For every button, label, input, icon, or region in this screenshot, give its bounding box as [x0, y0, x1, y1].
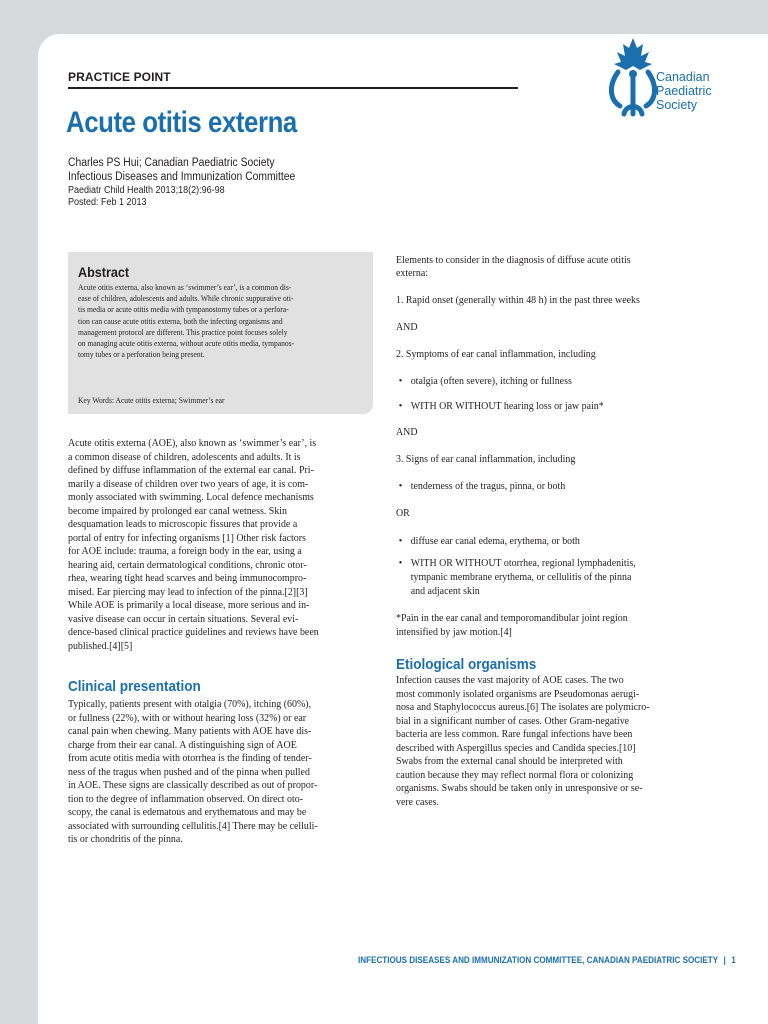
text-line: scopy, the canal is edematous and erythematous and may be	[68, 806, 307, 818]
text-line: or fullness (22%), with or without hearing loss (32%) or ear	[68, 711, 307, 724]
abstract-heading: Abstract	[78, 264, 130, 280]
header-rule	[68, 87, 518, 89]
text-line: in AOE. These signs are classically described as out of propor-	[68, 779, 318, 791]
criterion-3: 3. Signs of ear canal inflammation, including	[396, 453, 576, 465]
abstract-line: ease of children, adolescents and adults. While chronic suppurative oti-	[78, 293, 294, 304]
text-line: become impaired by prolonged ear canal wetness. Skin	[68, 504, 288, 517]
text-line: charge from their ear canal. A distinguishing sign of AOE	[68, 738, 297, 751]
page-number: 1	[731, 955, 736, 965]
etiology-paragraph	[396, 674, 732, 809]
list-item-continued: tympanic membrane erythema, or cellulitis of the pinna	[410, 571, 632, 583]
posted-date: Posted: Feb 1 2013	[68, 197, 147, 208]
text-line: Swabs from the external canal should be interpreted with	[396, 755, 623, 767]
text-line: While AOE is primarily a local disease, more serious and in-	[68, 599, 310, 611]
abstract-line: Acute otitis externa, also known as ‘swimmer’s ear’, is a common dis-	[78, 282, 292, 292]
list-item: • diffuse ear canal edema, erythema, or both	[396, 535, 580, 547]
criterion-2: 2. Symptoms of ear canal inflammation, including	[396, 348, 596, 360]
section-label: PRACTICE POINT	[68, 70, 171, 84]
clinical-paragraph	[68, 698, 404, 847]
text-line: vere cases.	[396, 795, 440, 808]
text-line: nosa and Staphylococcus aureus.[6] The isolates are polymicro-	[396, 701, 650, 713]
footnote: intensified by jaw motion.[4]	[396, 626, 512, 638]
text-line: published.[4][5]	[68, 639, 133, 652]
footnote: *Pain in the ear canal and temporomandibular joint region	[396, 612, 628, 624]
text-line: most commonly isolated organisms are Pseudomonas aerugi-	[396, 687, 640, 700]
abstract-line: tomy tubes or a perforation being present.	[78, 349, 205, 360]
text-line: dence-based clinical practice guidelines and reviews have been	[68, 626, 319, 638]
text-line: canal pain when chewing. Many patients with AOE have dis-	[68, 725, 312, 737]
or-connector: OR	[396, 507, 410, 519]
text-line: bial in a significant number of cases. Other Gram-negative	[396, 714, 630, 727]
abstract-text	[78, 282, 361, 360]
text-line: portal of entry for infecting organisms [1] Other risk factors	[68, 531, 306, 544]
text-line: for AOE include: trauma, a foreign body in the ear, using a	[68, 545, 302, 557]
abstract-line: tis media or acute otitis media with tympanostomy tubes or a perfora-	[78, 304, 289, 315]
text-line: caution because they may reflect normal flora or colonizing	[396, 768, 634, 781]
committee-line: Infectious Diseases and Immunization Committee	[68, 171, 296, 183]
logo-text: Canadian Paediatric Society	[656, 70, 712, 112]
text-line: described with Aspergillus species and Candida species.[10]	[396, 741, 636, 754]
text-line: associated with surrounding cellulitis.[4] There may be celluli-	[68, 819, 318, 832]
list-item: • WITH OR WITHOUT hearing loss or jaw pain*	[396, 400, 604, 412]
abstract-line: management protocol are different. This practice point focuses solely	[78, 326, 288, 337]
footer-separator: |	[723, 955, 726, 965]
text-line: ness of the tragus when pushed and of the pinna when pulled	[68, 765, 310, 778]
clinical-presentation-heading: Clinical presentation	[68, 678, 201, 695]
text-line: a common disease of children, adolescents and adults. It is	[68, 450, 301, 463]
text-line: organisms. Swabs should be taken only in unresponsive or se-	[396, 782, 643, 794]
diagnosis-intro: Elements to consider in the diagnosis of diffuse acute otitis	[396, 254, 631, 266]
footer-text: INFECTIOUS DISEASES AND IMMUNIZATION COMMITTEE, CANADIAN PAEDIATRIC SOCIETY	[358, 955, 719, 965]
and-connector: AND	[396, 321, 418, 333]
text-line: from acute otitis media with otorrhea is the finding of tender-	[68, 752, 312, 764]
text-line: defined by diffuse inflammation of the external ear canal. Pri-	[68, 464, 314, 476]
text-line: rhea, wearing tight head scarves and being immunocompro-	[68, 572, 307, 584]
list-item-continued: and adjacent skin	[410, 585, 480, 597]
text-line: bacteria are less common. Rare fungal infections have been	[396, 728, 633, 740]
abstract-box	[68, 252, 373, 414]
author-line: Charles PS Hui; Canadian Paediatric Society	[68, 157, 275, 169]
list-item: • WITH OR WITHOUT otorrhea, regional lymphadenitis,	[396, 557, 636, 569]
list-item: • otalgia (often severe), itching or fullness	[396, 375, 572, 387]
criterion-1: 1. Rapid onset (generally within 48 h) in the past three weeks	[396, 294, 640, 306]
text-line: tis or chondritis of the pinna.	[68, 833, 183, 845]
text-line: Acute otitis externa (AOE), also known as ‘swimmer’s ear’, is	[68, 437, 317, 449]
text-line: Infection causes the vast majority of AOE cases. The two	[396, 674, 624, 686]
page	[38, 34, 768, 1024]
list-item: • tenderness of the tragus, pinna, or both	[396, 480, 565, 492]
text-line: monly associated with swimming. Local defence mechanisms	[68, 491, 314, 503]
intro-paragraph	[68, 437, 404, 653]
page-footer	[358, 955, 736, 965]
diagnosis-intro: externa:	[396, 267, 428, 279]
abstract-line: on managing acute otitis externa, without acute otitis media, tympanos-	[78, 338, 295, 349]
text-line: Typically, patients present with otalgia (70%), itching (60%),	[68, 698, 312, 710]
text-line: mised. Ear piercing may lead to infection of the pinna.[2][3]	[68, 585, 308, 598]
keywords: Key Words: Acute otitis externa; Swimmer’s ear	[78, 395, 225, 405]
abstract-line: tion can cause acute otitis externa, both the infecting organisms and	[78, 315, 283, 326]
text-line: tion to the degree of inflammation observed. On direct oto-	[68, 792, 304, 805]
text-line: vasive disease can occur in certain situations. Several evi-	[68, 612, 299, 625]
page-title: Acute otitis externa	[66, 106, 297, 139]
text-line: marily a disease of children over two years of age, it is com-	[68, 477, 309, 490]
text-line: desquamation leads to microscopic fissures that provide a	[68, 518, 298, 530]
diagnosis-section	[396, 254, 718, 638]
citation-line: Paediatr Child Health 2013;18(2):96-98	[68, 185, 225, 196]
etiological-organisms-heading: Etiological organisms	[396, 656, 537, 673]
text-line: hearing aid, certain dermatological conditions, chronic otor-	[68, 558, 307, 571]
and-connector: AND	[396, 426, 418, 438]
